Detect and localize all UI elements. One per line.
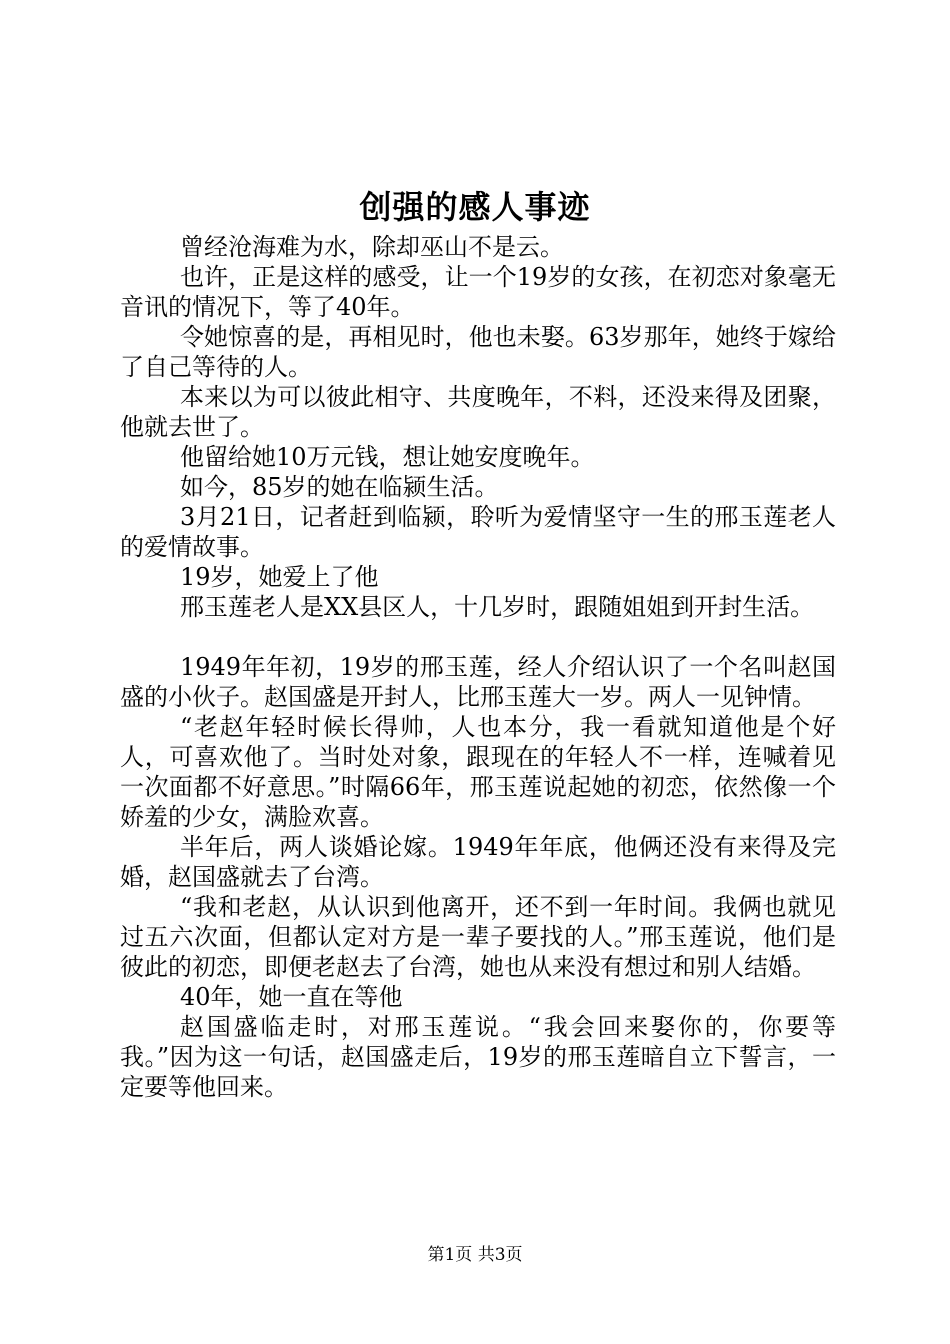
paragraph: 1949年年初，19岁的邢玉莲，经人介绍认识了一个名叫赵国盛的小伙子。赵国盛是开封人，比邢玉莲大一岁。两人一见钟情。 bbox=[120, 653, 836, 711]
section-heading: 40年，她一直在等他 bbox=[180, 983, 403, 1011]
paragraph: 令她惊喜的是，再相见时，他也未娶。63岁那年，她终于嫁给了自己等待的人。 bbox=[120, 323, 836, 381]
paragraph: 本来以为可以彼此相守、共度晚年，不料，还没来得及团聚，他就去世了。 bbox=[120, 383, 836, 441]
paragraph: 赵国盛临走时，对邢玉莲说。“我会回来娶你的，你要等我。”因为这一句话，赵国盛走后，19岁的邢玉莲暗自立下誓言，一定要等他回来。 bbox=[120, 1013, 836, 1101]
section-heading: 19岁，她爱上了他 bbox=[180, 563, 379, 591]
paragraph: 他留给她10万元钱，想让她安度晚年。 bbox=[180, 443, 595, 471]
document-body bbox=[120, 232, 836, 1102]
paragraph: 3月21日，记者赶到临颍，聆听为爱情坚守一生的邢玉莲老人的爱情故事。 bbox=[120, 503, 836, 561]
document-title: 创强的感人事迹 bbox=[359, 188, 591, 226]
page-footer: 第1页 共3页 bbox=[427, 1245, 523, 1265]
paragraph: 曾经沧海难为水，除却巫山不是云。 bbox=[180, 233, 564, 261]
paragraph: 如今，85岁的她在临颍生活。 bbox=[180, 473, 499, 501]
paragraph: 邢玉莲老人是XX县区人，十几岁时，跟随姐姐到开封生活。 bbox=[180, 593, 815, 621]
paragraph: 半年后，两人谈婚论嫁。1949年年底，他俩还没有来得及完婚，赵国盛就去了台湾。 bbox=[120, 833, 836, 891]
paragraph: “老赵年轻时候长得帅，人也本分，我一看就知道他是个好人，可喜欢他了。当时处对象，跟现在的年轻人不一样，连喊着见一次面都不好意思。”时隔66年，邢玉莲说起她的初恋，依然像一个娇羞的少女，满脸欢喜。 bbox=[120, 713, 836, 831]
paragraph: 也许，正是这样的感受，让一个19岁的女孩，在初恋对象毫无音讯的情况下，等了40年。 bbox=[120, 263, 836, 321]
paragraph: “我和老赵，从认识到他离开，还不到一年时间。我俩也就见过五六次面，但都认定对方是一辈子要找的人。”邢玉莲说，他们是彼此的初恋，即便老赵去了台湾，她也从来没有想过和别人结婚。 bbox=[120, 893, 836, 981]
